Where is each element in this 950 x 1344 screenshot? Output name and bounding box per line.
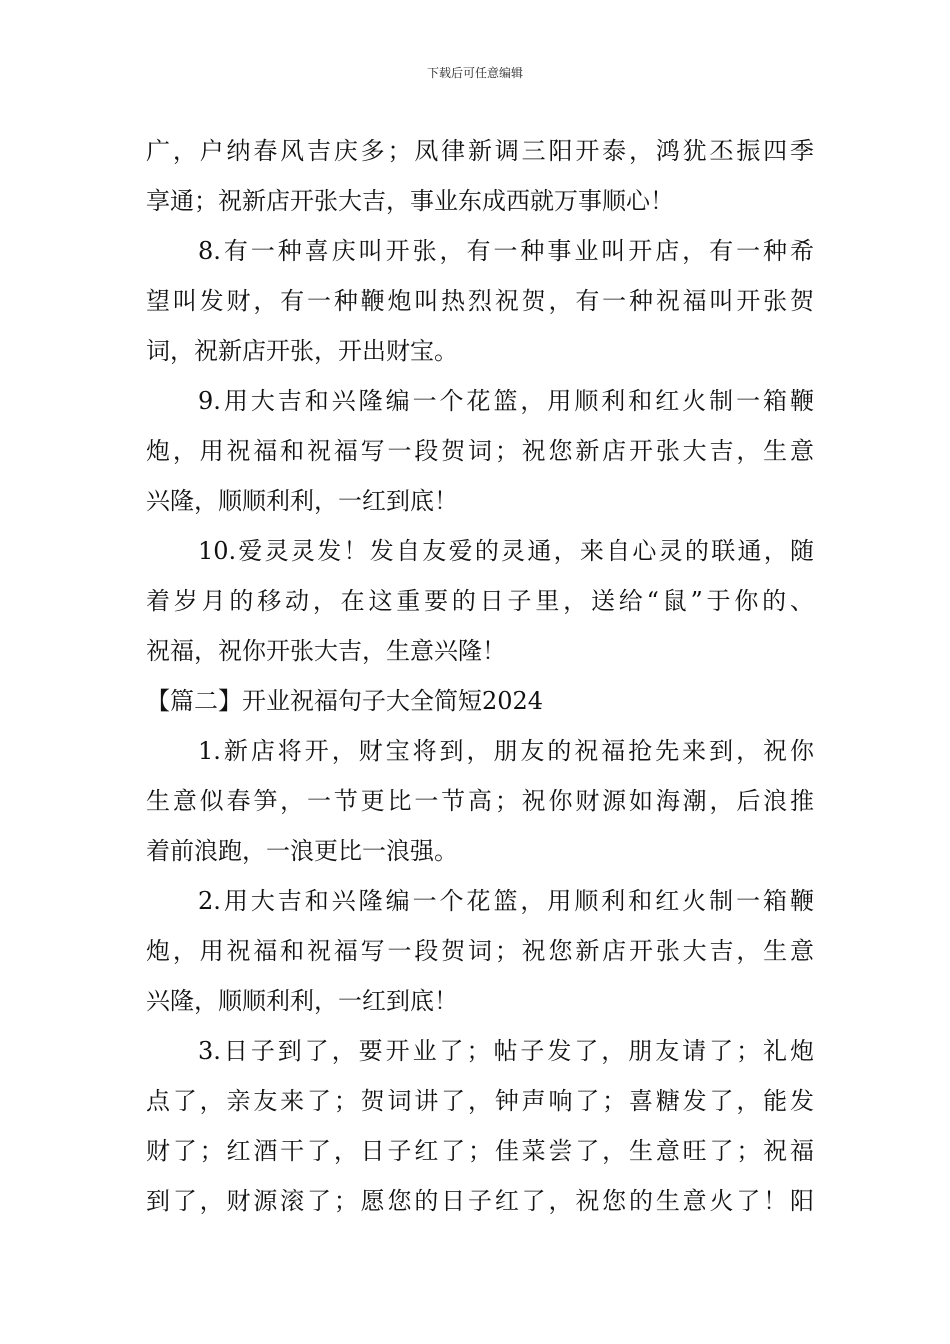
text-line: 兴隆，顺顺利利，一红到底！ <box>146 987 458 1015</box>
text-line: 着前浪跑，一浪更比一浪强。 <box>146 837 458 865</box>
text-line: 炮，用祝福和祝福写一段贺词；祝您新店开张大吉，生意 <box>146 937 814 965</box>
text-line: 财了；红酒干了，日子红了；佳菜尝了，生意旺了；祝福 <box>146 1137 814 1165</box>
section-heading-text: 【篇二】开业祝福句子大全简短2024 <box>146 687 544 715</box>
text-line: 享通；祝新店开张大吉，事业东成西就万事顺心！ <box>146 187 674 215</box>
text-line: 兴隆，顺顺利利，一红到底！ <box>146 487 458 515</box>
section-heading <box>146 676 814 726</box>
paragraph-item-1 <box>146 726 814 876</box>
text-line: 广，户纳春风吉庆多；凤律新调三阳开泰，鸿犹丕振四季 <box>146 137 814 165</box>
text-line: 着岁月的移动，在这重要的日子里，送给“鼠”于你的、 <box>146 587 814 615</box>
text-line: 炮，用祝福和祝福写一段贺词；祝您新店开张大吉，生意 <box>146 437 814 465</box>
text-line: 1.新店将开，财宝将到，朋友的祝福抢先来到，祝你 <box>198 737 814 765</box>
text-line: 到了，财源滚了；愿您的日子红了，祝您的生意火了！阳 <box>146 1187 814 1215</box>
paragraph-continuation <box>146 126 814 226</box>
text-line: 3.日子到了，要开业了；帖子发了，朋友请了；礼炮 <box>198 1037 814 1065</box>
text-line: 望叫发财，有一种鞭炮叫热烈祝贺，有一种祝福叫开张贺 <box>146 287 814 315</box>
text-line: 9.用大吉和兴隆编一个花篮，用顺利和红火制一箱鞭 <box>198 387 814 415</box>
page-header-note: 下载后可任意编辑 <box>426 66 523 80</box>
paragraph-item-3 <box>146 1026 814 1226</box>
text-line: 8.有一种喜庆叫开张，有一种事业叫开店，有一种希 <box>198 237 814 265</box>
document-body <box>146 126 814 1226</box>
paragraph-item-10 <box>146 526 814 676</box>
paragraph-item-2 <box>146 876 814 1026</box>
paragraph-item-9 <box>146 376 814 526</box>
paragraph-item-8 <box>146 226 814 376</box>
text-line: 祝福，祝你开张大吉，生意兴隆！ <box>146 637 506 665</box>
text-line: 点了，亲友来了；贺词讲了，钟声响了；喜糖发了，能发 <box>146 1087 814 1115</box>
text-line: 词，祝新店开张，开出财宝。 <box>146 337 458 365</box>
text-line: 2.用大吉和兴隆编一个花篮，用顺利和红火制一箱鞭 <box>198 887 814 915</box>
text-line: 10.爱灵灵发！发自友爱的灵通，来自心灵的联通，随 <box>198 537 814 565</box>
text-line: 生意似春笋，一节更比一节高；祝你财源如海潮，后浪推 <box>146 787 814 815</box>
